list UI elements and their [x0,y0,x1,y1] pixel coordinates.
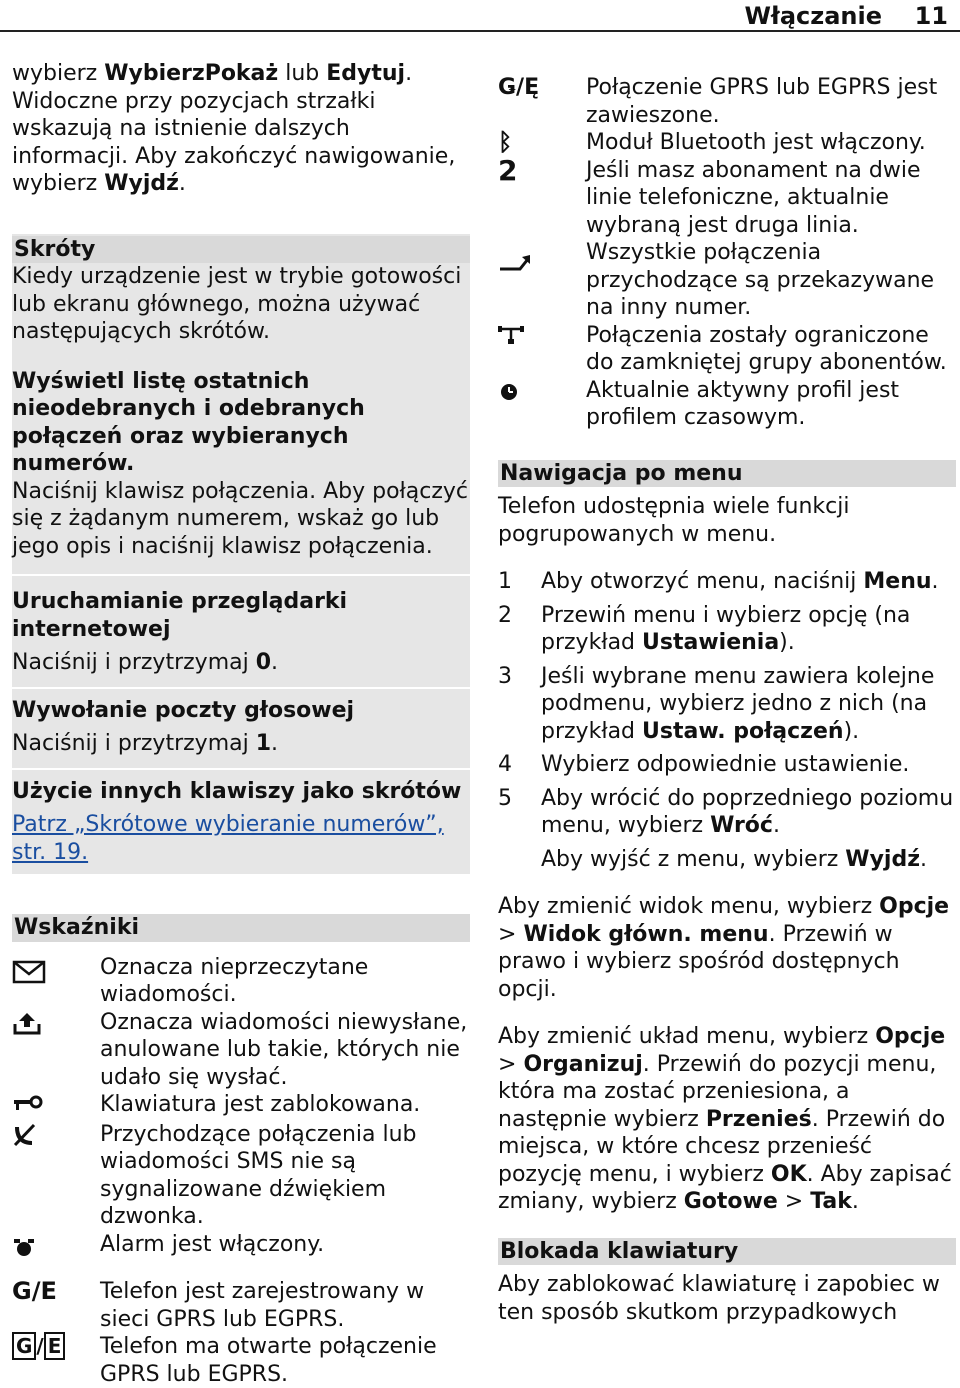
chapter-title: Włączanie [744,2,882,30]
steps-list [498,568,956,873]
gprs-icon: G/E [12,1278,100,1333]
timed-profile-icon [498,377,586,432]
step-item: 2 Przewiń menu i wybierz opcję (na przykład Ustawienia). [498,602,956,657]
step-item: 5 Aby wrócić do poprzedniego poziomu menu, wybierz Wróć. [498,785,956,840]
keylock-title: Blokada klawiatury [498,1238,956,1266]
divert-icon [498,239,586,322]
divider [12,768,470,770]
shortcut-body-browser: Naciśnij i przytrzymaj 0. [12,649,470,677]
right-column [498,74,956,1326]
indicator-row: Wszystkie połączenia przychodzące są przekazywane na inny numer. [498,239,956,322]
nav-title: Nawigacja po menu [498,460,956,488]
menu-view-paragraph: Aby zmienić widok menu, wybierz Opcje > Widok główn. menu. Przewiń w prawo i wybierz spośród dostępnych opcji. [498,893,956,1003]
alarm-icon [12,1231,100,1267]
divider [12,687,470,689]
left-column [12,60,470,1388]
indicator-row: Ǥ/Ę Połączenie GPRS lub EGPRS jest zawieszone. [498,74,956,129]
indicator-row: Oznacza wiadomości niewysłane, anulowane lub takie, których nie udało się wysłać. [12,1009,470,1092]
silent-icon [12,1121,100,1231]
step-item: 4 Wybierz odpowiednie ustawienie. [498,751,956,779]
indicator-row: Oznacza nieprzeczytane wiadomości. [12,954,470,1009]
divider [12,574,470,576]
closed-group-icon [498,322,586,377]
indicator-row: Aktualnie aktywny profil jest profilem czasowym. [498,377,956,432]
step-exit: Aby wyjść z menu, wybierz Wyjdź. [498,846,956,874]
page-header [0,0,960,32]
step-item: 3 Jeśli wybrane menu zawiera kolejne podmenu, wybierz jedno z nich (na przykład Ustaw. połączeń). [498,663,956,746]
indicator-row: Połączenia zostały ograniczone do zamkniętej grupy abonentów. [498,322,956,377]
indicators-list [12,954,470,1388]
gprs-open-icon: G / E [12,1333,100,1388]
keylock-text: Aby zablokować klawiaturę i zapobiec w ten sposób skutkom przypadkowych [498,1271,956,1326]
nav-intro: Telefon udostępnia wiele funkcji pogrupowanych w menu. [498,493,956,548]
indicator-row: Alarm jest włączony. [12,1231,470,1267]
shortcut-body-voicemail: Naciśnij i przytrzymaj 1. [12,730,470,758]
shortcuts-title: Skróty [12,236,470,264]
shortcut-heading-browser: Uruchamianie przeglądarki internetowej [12,588,470,643]
bluetooth-icon: ᛒ [498,129,586,157]
gprs-suspended-icon: Ǥ/Ę [498,74,586,129]
shortcut-heading-voicemail: Wywołanie poczty głosowej [12,697,470,725]
speed-dial-link[interactable]: Patrz „Skrótowe wybieranie numerów”, str. 19. [12,811,470,866]
intro-paragraph: wybierz WybierzPokaż lub Edytuj. Widoczne przy pozycjach strzałki wskazują na istnienie dalszych informacji. Aby zakończyć nawigowanie, wybierz Wyjdź. [12,60,470,198]
page-number: 11 [915,2,948,30]
shortcut-heading-other: Użycie innych klawiszy jako skrótów [12,778,470,806]
indicator-row: G/E Telefon jest zarejestrowany w sieci GPRS lub EGPRS. [12,1278,470,1333]
key-icon [12,1091,100,1121]
step-item: 1 Aby otworzyć menu, naciśnij Menu. [498,568,956,596]
envelope-icon [12,954,100,1009]
indicator-row: ᛒ Moduł Bluetooth jest włączony. [498,129,956,157]
shortcut-heading-recent: Wyświetl listę ostatnich nieodebranych i odebranych połączeń oraz wybieranych numerów. [12,368,470,478]
indicator-row: Klawiatura jest zablokowana. [12,1091,470,1121]
shortcut-body-recent: Naciśnij klawisz połączenia. Aby połączyć się z żądanym numerem, wskaż go lub jego opis i naciśnij klawisz połączenia. [12,478,470,561]
shortcuts-text: Kiedy urządzenie jest w trybie gotowości lub ekranu głównego, można używać następujących skrótów. [12,263,470,346]
outbox-icon [12,1009,100,1092]
indicator-row: G / E Telefon ma otwarte połączenie GPRS lub EGPRS. [12,1333,470,1388]
indicator-row: Przychodzące połączenia lub wiadomości SMS nie są sygnalizowane dźwiękiem dzwonka. [12,1121,470,1231]
indicators-title: Wskaźniki [12,914,470,942]
line-two-icon: 2 [498,157,586,240]
shortcuts-box [12,234,470,875]
menu-organize-paragraph: Aby zmienić układ menu, wybierz Opcje > Organizuj. Przewiń do pozycji menu, która ma zostać przeniesiona, a następnie wybierz Przenieś. Przewiń do miejsca, w które chcesz przenieść pozycję menu, i wybierz OK. Aby zapisać zmiany, wybierz Gotowe > Tak. [498,1023,956,1216]
indicator-row: 2 Jeśli masz abonament na dwie linie telefoniczne, aktualnie wybraną jest druga linia. [498,157,956,240]
